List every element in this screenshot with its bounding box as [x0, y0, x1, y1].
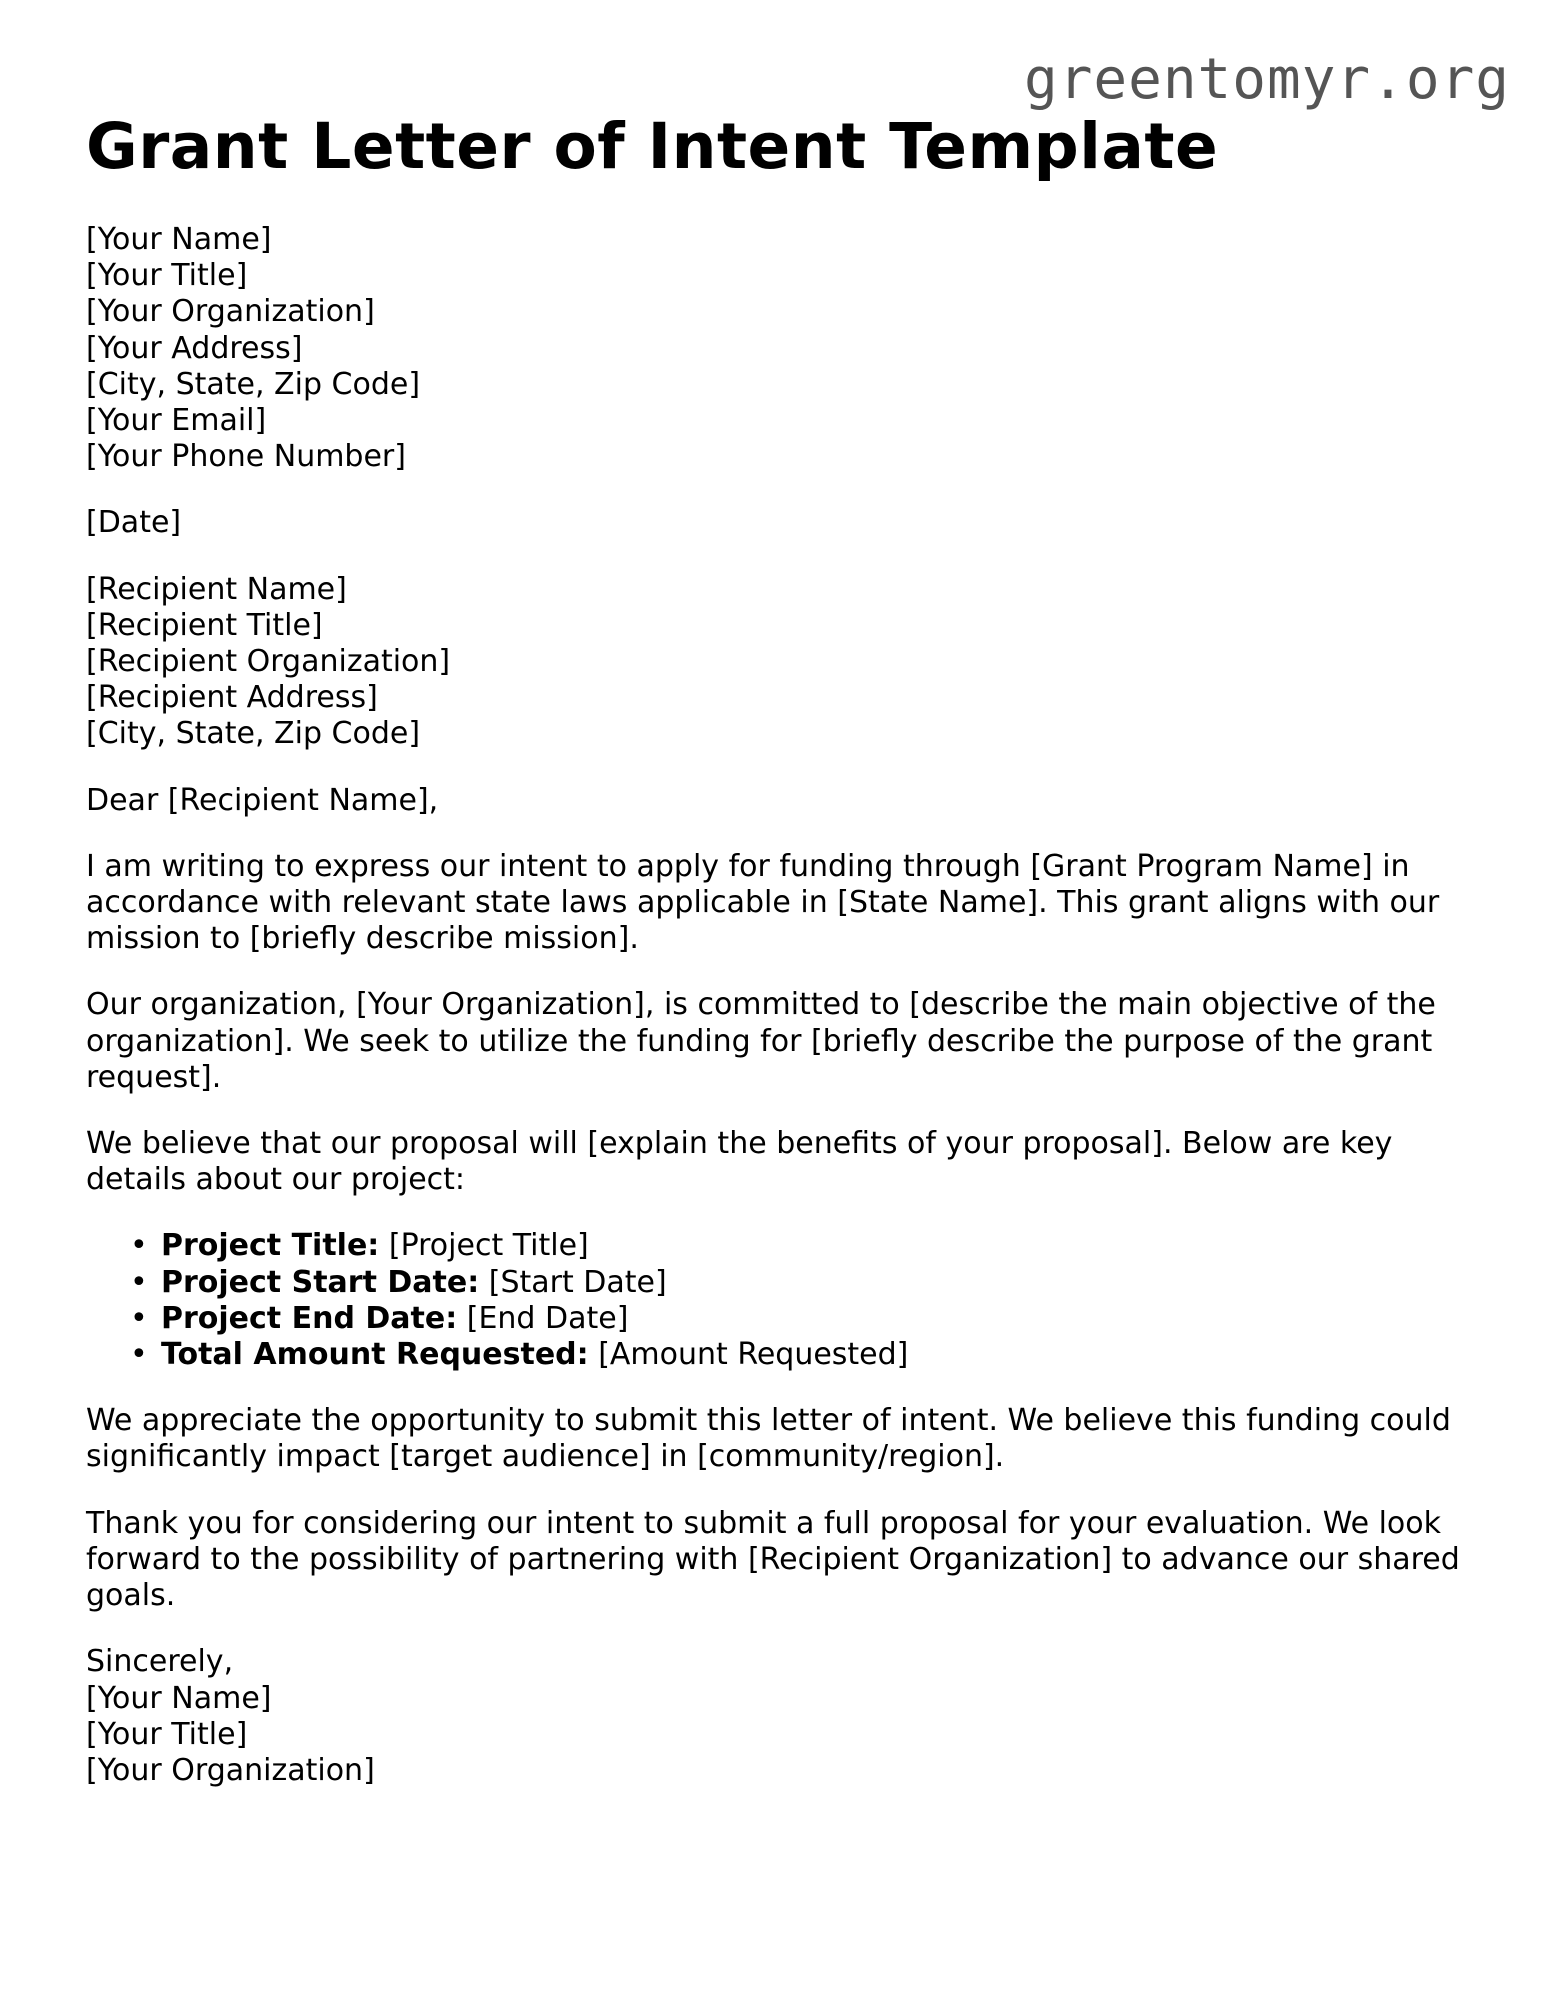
watermark-text: greentomyr.org — [1023, 47, 1510, 112]
signoff-block — [86, 1644, 1476, 1789]
project-details-list — [86, 1228, 1476, 1373]
list-item — [130, 1228, 1476, 1264]
detail-label: Project Title: — [161, 1228, 380, 1264]
recipient-organization: [Recipient Organization] — [86, 644, 451, 680]
list-item — [130, 1300, 1476, 1337]
body-paragraph: I am writing to express our intent to apply for funding through [Grant Program Name] in accordance with relevant state laws applicable in [State Name]. This grant aligns with our mission to [briefly describe mission]. — [86, 848, 1440, 957]
detail-label: Total Amount Requested: — [161, 1337, 589, 1373]
list-item — [130, 1337, 1476, 1373]
sender-address-block — [86, 222, 1476, 475]
recipient-name: [Recipient Name] — [86, 571, 347, 607]
signoff-organization: [Your Organization] — [86, 1752, 375, 1788]
recipient-address-block — [86, 572, 1476, 753]
sender-city-state-zip: [City, State, Zip Code] — [86, 366, 421, 402]
sender-title: [Your Title] — [86, 258, 248, 294]
list-item — [130, 1264, 1476, 1301]
signoff-name: [Your Name] — [86, 1680, 272, 1716]
sender-address: [Your Address] — [86, 330, 303, 366]
page-title: Grant Letter of Intent Template — [86, 110, 1219, 183]
bullet-icon: • — [130, 1264, 148, 1300]
sender-phone: [Your Phone Number] — [86, 439, 406, 475]
closing-paragraph: We appreciate the opportunity to submit this letter of intent. We believe this funding could significantly impact [target audience] in [community/region]. — [86, 1403, 1451, 1475]
sender-name: [Your Name] — [86, 222, 272, 257]
detail-value: [Amount Requested] — [598, 1337, 909, 1373]
recipient-city-state-zip: [City, State, Zip Code] — [86, 716, 421, 752]
bullet-icon: • — [130, 1337, 148, 1373]
body-paragraph: We believe that our proposal will [explain the benefits of your proposal]. Below are key details about our project: — [86, 1126, 1393, 1198]
recipient-title: [Recipient Title] — [86, 607, 323, 643]
detail-value: [Start Date] — [488, 1264, 667, 1300]
detail-label: Project End Date: — [161, 1300, 458, 1336]
letter-date: [Date] — [86, 505, 182, 541]
signoff-title: [Your Title] — [86, 1716, 248, 1752]
detail-value: [End Date] — [466, 1300, 629, 1336]
bullet-icon: • — [130, 1228, 148, 1264]
letter-page — [86, 112, 1476, 1789]
sender-organization: [Your Organization] — [86, 294, 375, 330]
detail-label: Project Start Date: — [161, 1264, 480, 1300]
body-paragraph: Our organization, [Your Organization], is committed to [describe the main objective of the organization]. We seek to utilize the funding for [briefly describe the purpose of the grant request]. — [86, 987, 1436, 1095]
bullet-icon: • — [130, 1300, 148, 1336]
signoff-salutation: Sincerely, — [86, 1644, 234, 1680]
closing-paragraph: Thank you for considering our intent to submit a full proposal for your evaluation. We look forward to the possibility of partnering with [Recipient Organization] to advance our shared goals. — [86, 1505, 1460, 1614]
salutation: Dear [Recipient Name], — [86, 782, 439, 818]
recipient-address: [Recipient Address] — [86, 680, 378, 716]
detail-value: [Project Title] — [388, 1228, 589, 1264]
sender-email: [Your Email] — [86, 403, 267, 439]
